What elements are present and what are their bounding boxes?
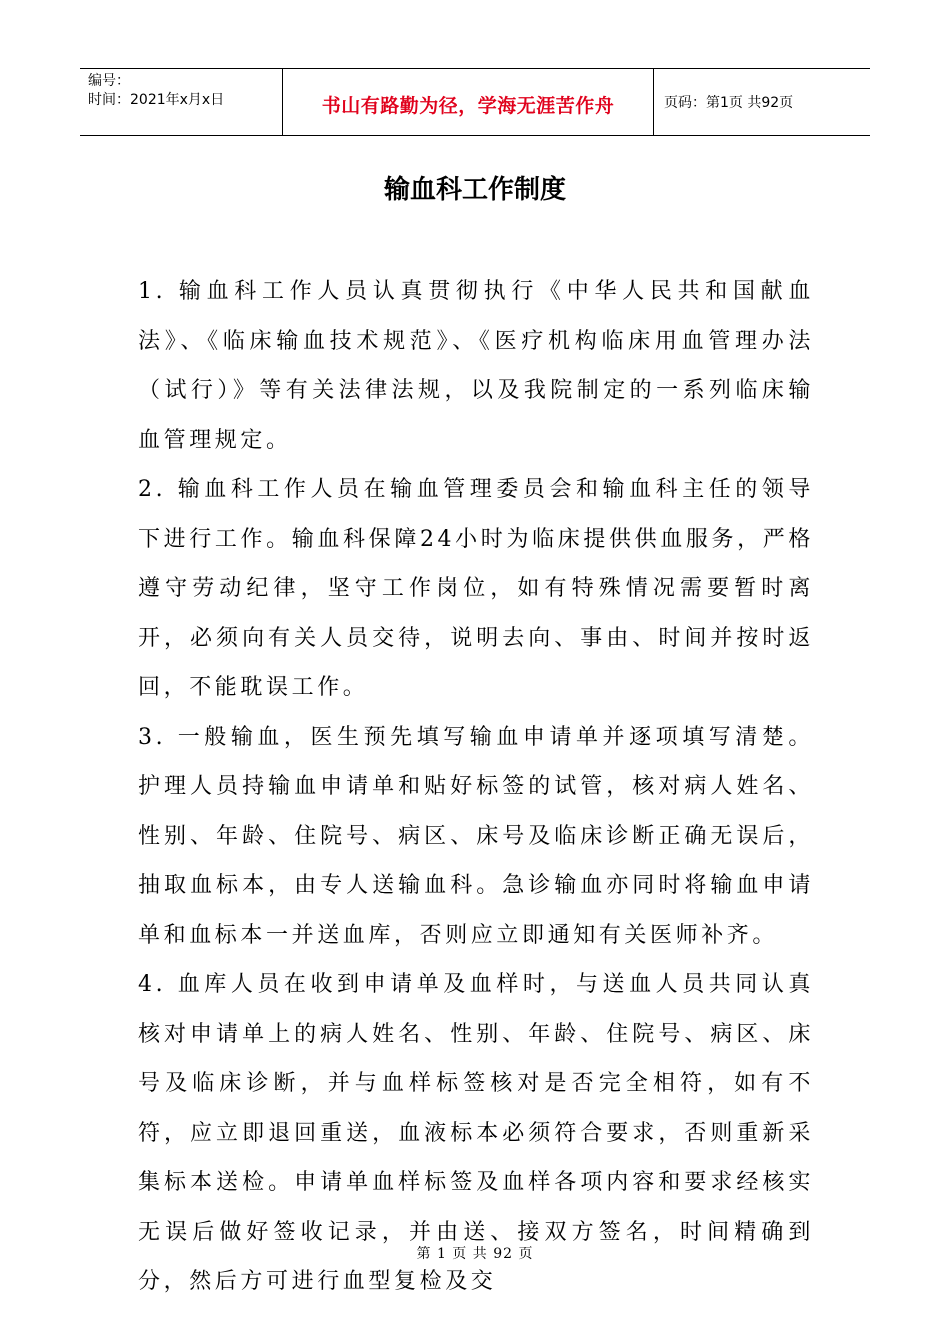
page-info: 页码：第1页 共92页 (664, 95, 794, 111)
header-motto-cell (282, 69, 654, 135)
document-body (138, 267, 814, 1307)
document-header (80, 68, 870, 136)
paragraph: 1. 输血科工作人员认真贯彻执行《中华人民共和国献血法》、《临床输血技术规范》、《医疗机构临床用血管理办法（试行）》等有关法律法规，以及我院制定的一系列临床输血管理规定。 (138, 279, 814, 453)
paragraph: 3. 一般输血，医生预先填写输血申请单并逐项填写清楚。护理人员持输血申请单和贴好标签的试管，核对病人姓名、性别、年龄、住院号、病区、床号及临床诊断正确无误后，抽取血标本，由专人送输血科。急诊输血亦同时将输血申请单和血标本一并送血库，否则应立即通知有关医师补齐。 (138, 724, 814, 948)
paragraph: 2. 输血科工作人员在输血管理委员会和输血科主任的领导下进行工作。输血科保障24小时为临床提供供血服务，严格遵守劳动纪律，坚守工作岗位，如有特殊情况需要暂时离开，必须向有关人员交待，说明去向、事由、时间并按时返回，不能耽误工作。 (138, 477, 814, 700)
header-page-cell (654, 69, 870, 135)
page-footer: 第 1 页 共 92 页 (416, 1246, 534, 1262)
document-title: 输血科工作制度 (383, 175, 566, 205)
header-meta (80, 69, 282, 135)
paragraph: 4. 血库人员在收到申请单及血样时，与送血人员共同认真核对申请单上的病人姓名、性别、年龄、住院号、病区、床号及临床诊断，并与血样标签核对是否完全相符，如有不符，应立即退回重送，血液标本必须符合要求，否则重新采集标本送检。申请单血样标签及血样各项内容和要求经核实无误后做好签收记录，并由送、接双方签名，时间精确到分，然后方可进行血型复检及交 (138, 972, 814, 1294)
motto-text: 书山有路勤为径，学海无涯苦作舟 (321, 94, 615, 117)
time-label: 时间：2021年x月x日 (88, 92, 225, 108)
number-label: 编号： (88, 73, 130, 89)
